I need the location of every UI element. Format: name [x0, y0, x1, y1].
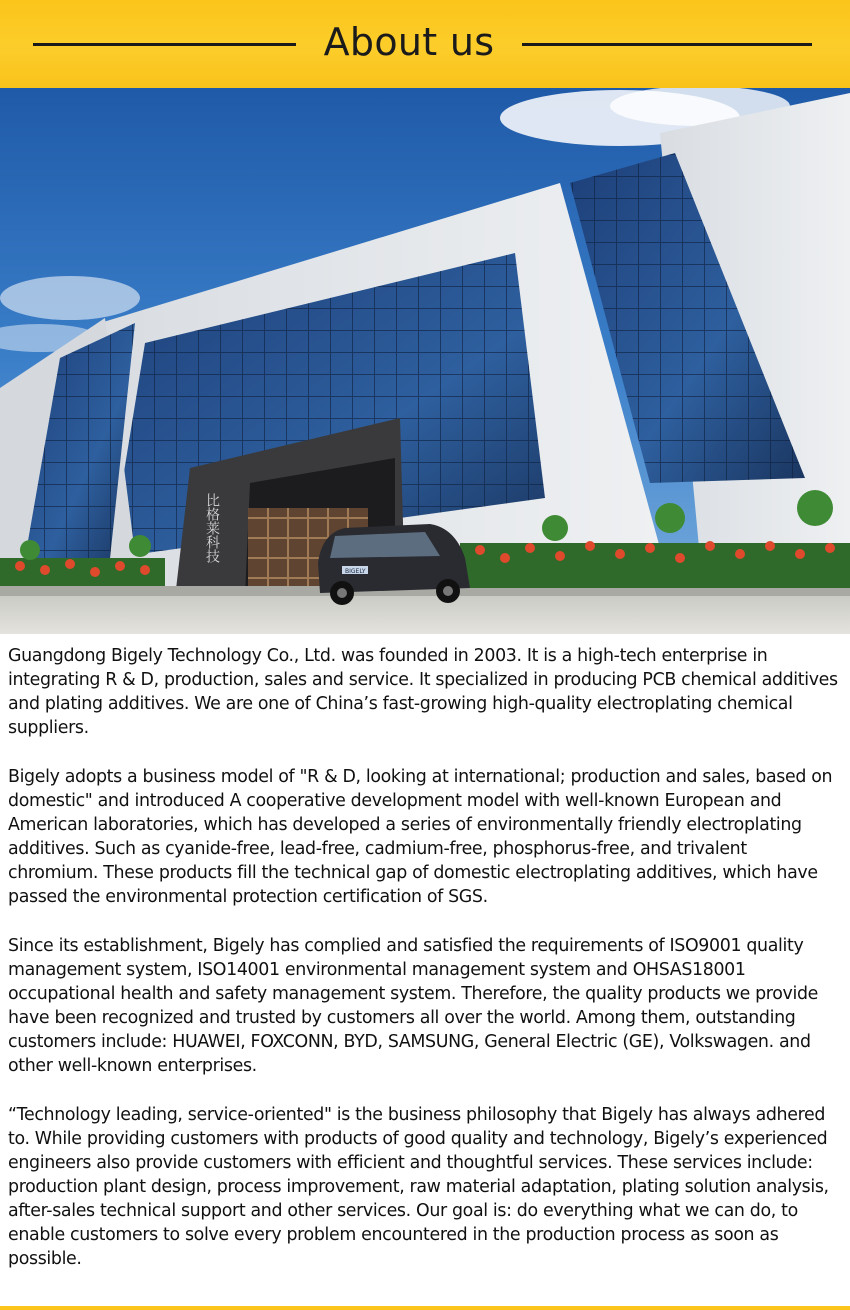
paragraph-philosophy: “Technology leading, service-oriented" is the business philosophy that Bigely has always adhered to. While providing customers with products of good quality and technology, Bigely’s experienced engineers also provide customers with efficient and thoughtful services. These services include: production plant design, process improvement, raw material adaptation, plating solution analysis, after-sales technical support and other services. Our goal is: do everything what we can do, to enable customers to solve every problem encountered in the production process as soon as possible. — [8, 1105, 829, 1269]
section-title: About us — [323, 20, 495, 64]
header-divider-left — [33, 43, 296, 46]
paragraph-founding: Guangdong Bigely Technology Co., Ltd. was founded in 2003. It is a high-tech enterprise in integrating R & D, production, sales and service. It specialized in producing PCB chemical additives and plating additives. We are one of China’s fast-growing high-quality electroplating chemical suppliers. — [8, 646, 838, 738]
bottom-divider — [0, 1306, 850, 1310]
company-building-photo — [0, 88, 850, 634]
about-text — [0, 634, 850, 1271]
section-header-banner — [0, 0, 850, 88]
paragraph-business-model: Bigely adopts a business model of "R & D, looking at international; production and sales, based on domestic" and introduced A cooperative development model with well-known European and American laboratories, which has developed a series of environmentally friendly electroplating additives. Such as cyanide-free, lead-free, cadmium-free, phosphorus-free, and trivalent chromium. These products fill the technical gap of domestic electroplating additives, which have passed the environmental protection certification of SGS. — [8, 767, 833, 907]
paragraph-certifications: Since its establishment, Bigely has complied and satisfied the requirements of ISO9001 quality management system, ISO14001 environmental management system and OHSAS18001 occupational health and safety management system. Therefore, the quality products we provide have been recognized and trusted by customers all over the world. Among them, outstanding customers include: HUAWEI, FOXCONN, BYD, SAMSUNG, General Electric (GE), Volkswagen. and other well-known enterprises. — [8, 936, 818, 1076]
license-plate: BIGELY — [345, 568, 366, 575]
building-sign-text: 比格莱科技 — [204, 493, 220, 563]
header-divider-right — [522, 43, 812, 46]
